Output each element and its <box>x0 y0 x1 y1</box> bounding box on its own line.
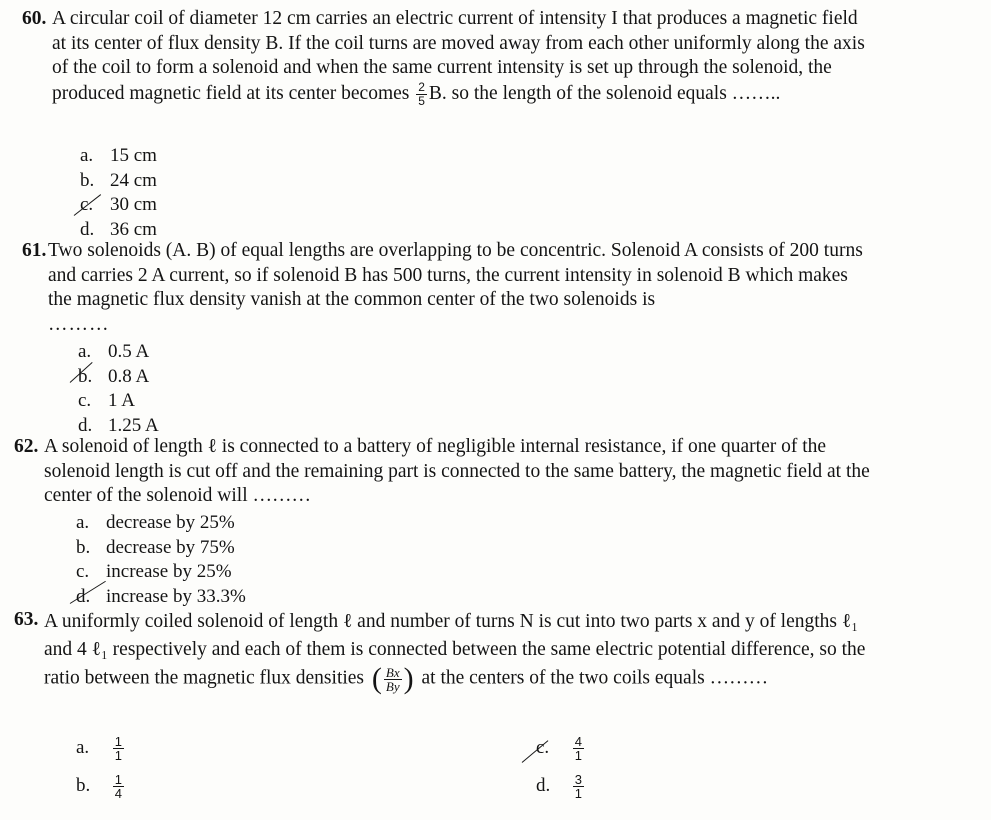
option-61-c[interactable]: c. 1 A <box>78 390 135 411</box>
question-text: Two solenoids (A. B) of equal lengths are overlapping to be concentric. Solenoid A consists of 200 turns and carries 2 A current, so if solenoid B has 500 turns, the current intensity in solenoid B which makes the magnetic flux density vanish at the common center of the two solenoids is <box>48 240 863 310</box>
fraction-two-fifths: $\frac{2}{5}$ <box>418 79 425 108</box>
question-text: A solenoid of length ℓ is connected to a battery of negligible internal resistance, if one quarter of the solenoid length is cut off and the remaining part is connected to the same battery, the magnetic field at the center of the solenoid will ……… <box>44 436 870 506</box>
option-60-a[interactable]: a. 15 cm <box>80 145 157 166</box>
option-63-a[interactable]: a. $\frac{1}{1}$ <box>76 734 122 763</box>
question-number: 61. <box>22 240 47 261</box>
question-62 <box>14 435 874 509</box>
question-number: 63. <box>14 609 39 630</box>
question-text: A circular coil of diameter 12 cm carries an electric current of intensity I that produces a magnetic field at its center of flux density B. If the coil turns are moved away from each other uniformly along the axis of the coil to form a solenoid and when the same current intensity is set up through the solenoid, the produced magnetic field at its center becomes <box>52 8 865 104</box>
question-number: 62. <box>14 436 39 457</box>
option-62-c[interactable]: c. increase by 25% <box>76 561 232 582</box>
question-text-end: B. so the length of the solenoid equals …….. <box>428 82 781 104</box>
option-61-d[interactable]: d. 1.25 A <box>78 415 159 436</box>
fraction: $\frac{3}{1}$ <box>574 772 582 801</box>
fraction: $\frac{1}{4}$ <box>114 772 122 801</box>
option-61-b[interactable]: b. 0.8 A <box>78 366 150 387</box>
question-text-end: at the centers of the two coils equals ……… <box>421 667 769 689</box>
fraction: $\frac{1}{1}$ <box>114 734 122 763</box>
ratio-bx-by: ( $\frac{Bx}{By}$ ) <box>371 662 414 695</box>
question-number: 60. <box>22 8 47 29</box>
option-60-c[interactable]: c. 30 cm <box>80 194 157 215</box>
option-62-b[interactable]: b. decrease by 75% <box>76 537 235 558</box>
option-63-d[interactable]: d. $\frac{3}{1}$ <box>536 772 582 801</box>
option-62-d[interactable]: d. increase by 33.3% <box>76 586 246 607</box>
question-text: A uniformly coiled solenoid of length ℓ and number of turns N is cut into two parts x and y of lengths ℓ₁ and 4 ℓ₁ respectively and each of them is connected between the same electric potential difference, so the ratio between the magnetic flux densities <box>44 611 866 689</box>
option-63-b[interactable]: b. $\frac{1}{4}$ <box>76 772 122 801</box>
answer-blank: ……… <box>48 313 110 335</box>
option-60-b[interactable]: b. 24 cm <box>80 170 157 191</box>
fraction: $\frac{4}{1}$ <box>574 734 582 763</box>
option-62-a[interactable]: a. decrease by 25% <box>76 512 235 533</box>
option-60-d[interactable]: d. 36 cm <box>80 219 157 240</box>
question-61 <box>22 239 872 337</box>
question-63 <box>14 608 876 694</box>
option-61-a[interactable]: a. 0.5 A <box>78 341 150 362</box>
option-63-c[interactable]: c. $\frac{4}{1}$ <box>536 734 582 763</box>
question-60 <box>22 7 872 108</box>
